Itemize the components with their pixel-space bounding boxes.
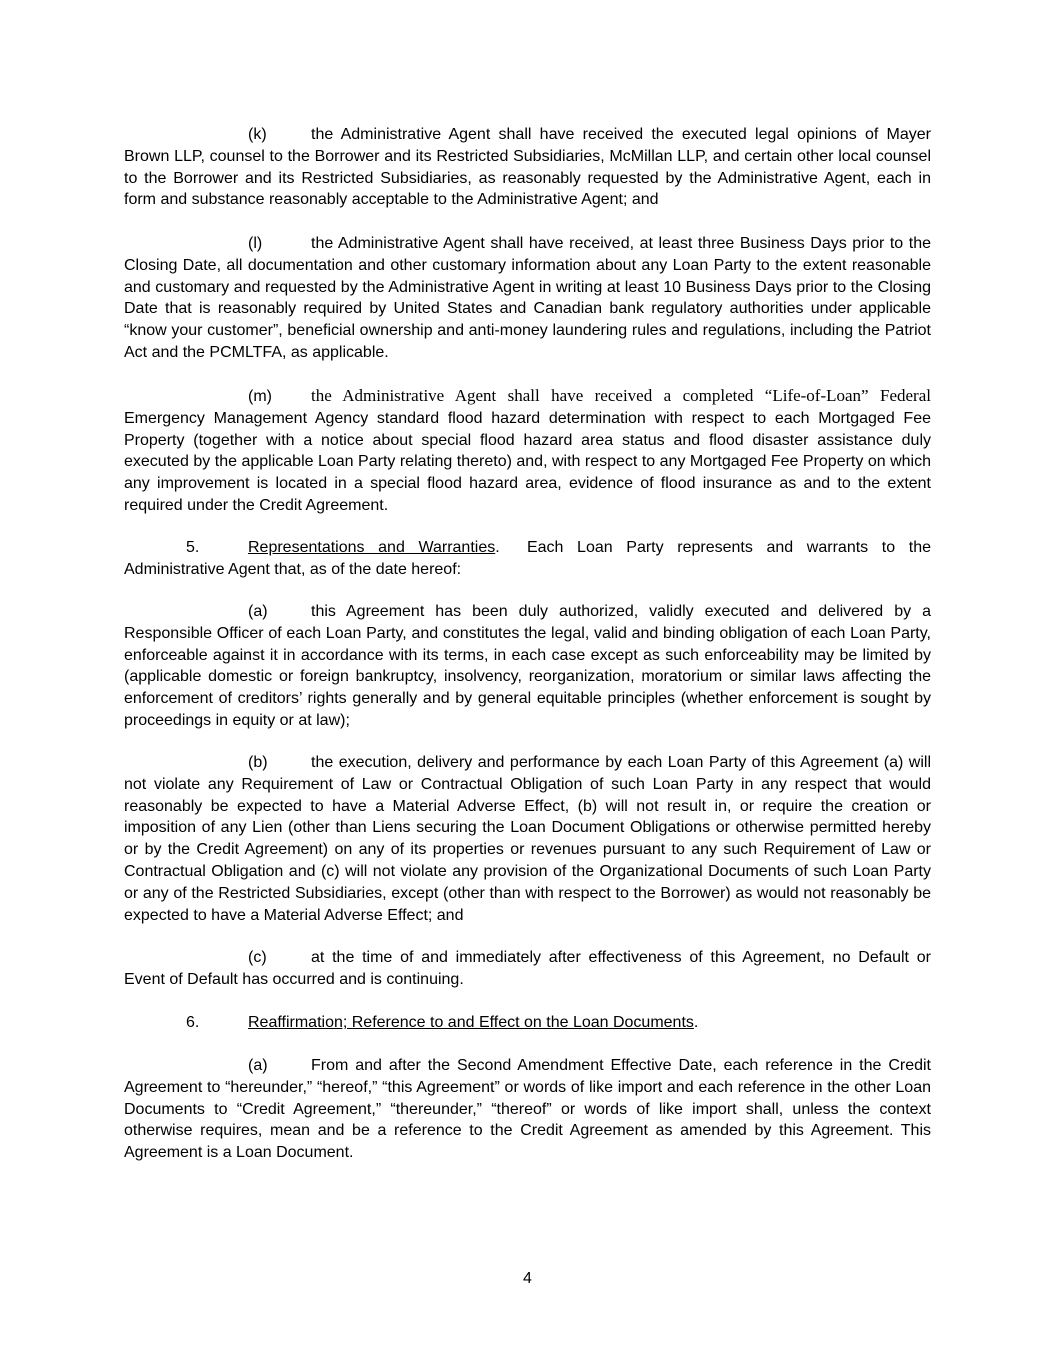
clause-label: (m) xyxy=(248,388,272,405)
clause-text: the execution, delivery and performance by each Loan Party of this Agreement (a) will not violate any Requirement of Law or Contractual Obligation of such Loan Party in any respect that would reasonably be expected to have a Material Adverse Effect, (b) will not result in, or require the creation or imposition of any Lien (other than Liens securing the Loan Document Obligations or otherwise permitted hereby or by the Credit Agreement) on any of its properties or revenues pursuant to any such Requirement of Law or Contractual Obligation and (c) will not violate any provision of the Organizational Documents of such Loan Party or any of the Restricted Subsidiaries, except (other than with respect to the Borrower) as would not reasonably be expected to have a Material Adverse Effect; and xyxy=(124,754,931,924)
clause-m xyxy=(124,385,931,517)
clause-text: the Administrative Agent shall have received, at least three Business Days prior to the Closing Date, all documentation and other customary information about any Loan Party to the extent reasonable and customary and requested by the Administrative Agent in writing at least 10 Business Days prior to the Closing Date that is reasonably required by United States and Canadian bank regulatory authorities under applicable “know your customer”, beneficial ownership and anti-money laundering rules and regulations, including the Patriot Act and the PCMLTFA, as applicable. xyxy=(124,235,931,361)
clause-label: (b) xyxy=(248,754,268,771)
section-title: Reaffirmation; Reference to and Effect on the Loan Documents xyxy=(248,1014,694,1031)
section-text: Each Loan Party represents and warrants to the Administrative Agent that, as of the date hereof: xyxy=(124,539,932,578)
section-number: 5. xyxy=(186,539,200,556)
clause-text: Emergency Management Agency standard flood hazard determination with respect to each Mortgaged Fee Property (together with a notice about special flood hazard area status and flood disaster assistance duly executed by the applicable Loan Party relating thereto) and, with respect to any Mortgaged Fee Property on which any improvement is located in a special flood hazard area, evidence of flood insurance as and to the extent required under the Credit Agreement. xyxy=(124,409,931,514)
page-number: 4 xyxy=(523,1270,532,1287)
clause-text: at the time of and immediately after effectiveness of this Agreement, no Default or Event of Default has occurred and is continuing. xyxy=(124,949,931,988)
clause-text: the Administrative Agent shall have received the executed legal opinions of Mayer Brown LLP, counsel to the Borrower and its Restricted Subsidiaries, McMillan LLP, and certain other local counsel to the Borrower and its Restricted Subsidiaries, as reasonably requested by the Administrative Agent, each in form and substance reasonably acceptable to the Administrative Agent; and xyxy=(124,126,931,209)
clause-label: (k) xyxy=(248,126,267,143)
section-number: 6. xyxy=(186,1014,200,1031)
clause-5c xyxy=(124,947,931,991)
clause-text-serif: the Administrative Agent shall have received a completed “Life-of-Loan” Federal xyxy=(311,386,931,405)
clause-l xyxy=(124,233,931,364)
clause-label: (l) xyxy=(248,235,263,252)
section-title-end: . xyxy=(495,539,500,556)
clause-text: this Agreement has been duly authorized, validly executed and delivered by a Responsible Officer of each Loan Party, and constitutes the legal, valid and binding obligation of each Loan Party, enforceable against it in accordance with its terms, in each case except as such enforceability may be limited by (applicable domestic or foreign bankruptcy, insolvency, reorganization, moratorium or similar laws affecting the enforcement of creditors’ rights generally and by general equitable principles (whether enforcement is sought by proceedings in equity or at law); xyxy=(124,603,931,729)
section-title: Representations and Warranties xyxy=(248,539,496,556)
clause-6a xyxy=(124,1055,931,1164)
section-5-heading xyxy=(124,537,931,581)
clause-label: (a) xyxy=(248,603,268,620)
clause-label: (c) xyxy=(248,949,267,966)
clause-k xyxy=(124,124,931,211)
clause-label: (a) xyxy=(248,1057,268,1074)
clause-text: From and after the Second Amendment Effective Date, each reference in the Credit Agreement to “hereunder,” “hereof,” “this Agreement” or words of like import and each reference in the other Loan Documents to “Credit Agreement,” “thereunder,” “thereof” or words of like import shall, unless the context otherwise requires, mean and be a reference to the Credit Agreement as amended by this Agreement. This Agreement is a Loan Document. xyxy=(124,1057,931,1162)
section-title-end: . xyxy=(693,1014,699,1031)
clause-5a xyxy=(124,601,931,732)
section-6-heading xyxy=(124,1012,931,1034)
clause-5b xyxy=(124,752,931,926)
